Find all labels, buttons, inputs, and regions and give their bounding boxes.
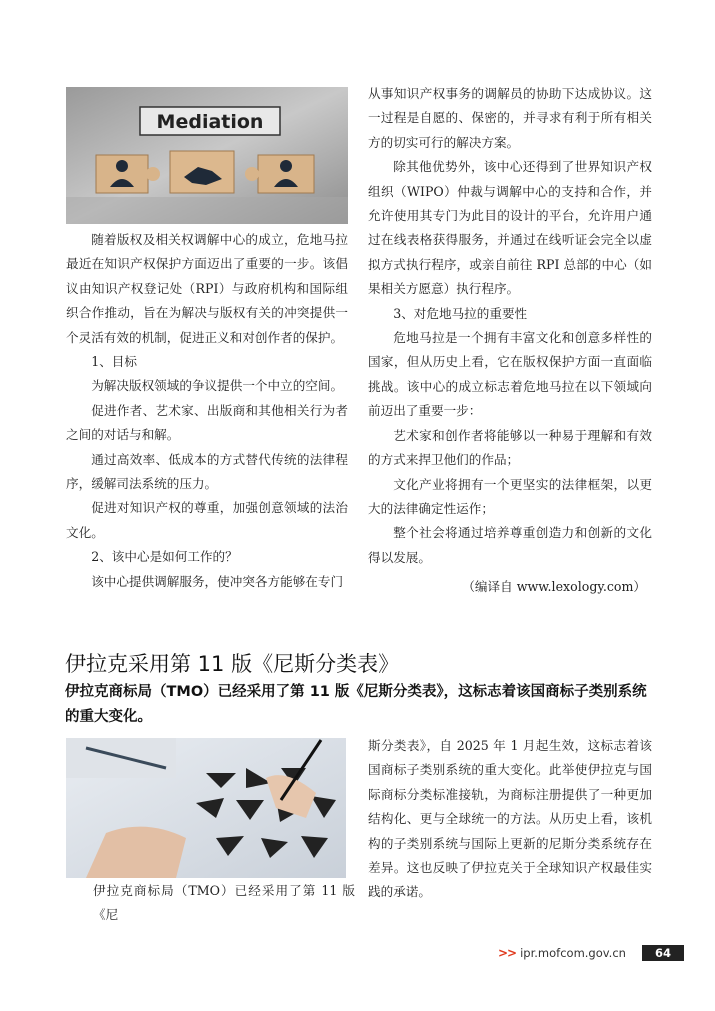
paragraph: 该中心提供调解服务，使冲突各方能够在专门 (91, 573, 344, 589)
article1-left-column (66, 228, 348, 594)
paragraph: 促进作者、艺术家、出版商和其他相关行为者之间的对话与和解。 (66, 402, 348, 443)
chevron-right-icon: >> (498, 946, 517, 960)
footer-url[interactable]: ipr.mofcom.gov.cn (520, 946, 626, 960)
svg-text:Mediation: Mediation (156, 111, 264, 133)
paragraph: 通过高效率、低成本的方式替代传统的法律程序，缓解司法系统的压力。 (66, 451, 348, 492)
page-footer (498, 945, 684, 961)
paragraph: 斯分类表》，自 2025 年 1 月起生效，这标志着该国商标子类别系统的重大变化。此举使伊拉克与国际商标分类标准接轨，为商标注册提供了一种更加结构化、更与全球统一的方法。从历史上看，该机构的子类别系统与国际上更新的尼斯分类系统存在差异。这也反映了伊拉克关于全球知识产权最佳实践的承诺。 (368, 738, 652, 900)
section-heading: 2、该中心是如何工作的？ (91, 549, 238, 565)
paragraph: 危地马拉是一个拥有丰富文化和创意多样性的国家，但从历史上看，它在版权保护方面一直面临挑战。该中心的成立标志着危地马拉在以下领域向前迈出了重要一步： (368, 330, 652, 419)
section-heading: 3、对危地马拉的重要性 (393, 305, 528, 321)
article2-subtitle: 伊拉克商标局（TMO）已经采用了第 11 版《尼斯分类表》，这标志着该国商标子类别系统的重大变化。 (65, 684, 647, 725)
paragraph: 从事知识产权事务的调解员的协助下达成协议。这一过程是自愿的、保密的，并寻求有利于所有相关方的切实可行的解决方案。 (368, 86, 652, 150)
article1-right-column (368, 82, 652, 570)
mediation-image (66, 87, 348, 224)
paragraph: 整个社会将通过培养尊重创造力和创新的文化得以发展。 (368, 525, 652, 565)
paragraph: 伊拉克商标局（TMO）已经采用了第 11 版《尼 (93, 883, 355, 923)
source-credit: （编译自 www.lexology.com） (462, 579, 646, 594)
section-heading: 1、目标 (91, 354, 137, 370)
paragraph: 艺术家和创作者将能够以一种易于理解和有效的方式来捍卫他们的作品； (368, 427, 652, 468)
article2-left-column (93, 879, 355, 928)
paragraph: 随着版权及相关权调解中心的成立，危地马拉最近在知识产权保护方面迈出了重要的一步。该倡议由知识产权登记处（RPI）与政府机构和国际组织合作推动，旨在为解决与版权有关的冲突提供一个灵活有效的机制，促进正义和对创作者的保护。 (66, 232, 348, 345)
article2-right-column (368, 734, 652, 905)
article2-title: 伊拉克采用第 11 版《尼斯分类表》 (65, 652, 400, 676)
paragraph: 除其他优势外，该中心还得到了世界知识产权组织（WIPO）仲裁与调解中心的支持和合作，并允许使用其专门为此目的设计的平台，允许用户通过在线表格获得服务，并通过在线听证会完全以虚拟方式执行程序，或亲自前往 RPI 总部的中心（如果相关方愿意）执行程序。 (368, 159, 652, 297)
paragraph: 为解决版权领域的争议提供一个中立的空间。 (91, 378, 344, 394)
trademark-signing-image (66, 738, 346, 878)
page-number: 64 (642, 945, 684, 961)
paragraph: 促进对知识产权的尊重，加强创意领域的法治文化。 (66, 500, 348, 540)
paragraph: 文化产业将拥有一个更坚实的法律框架，以更大的法律确定性运作； (368, 476, 652, 516)
